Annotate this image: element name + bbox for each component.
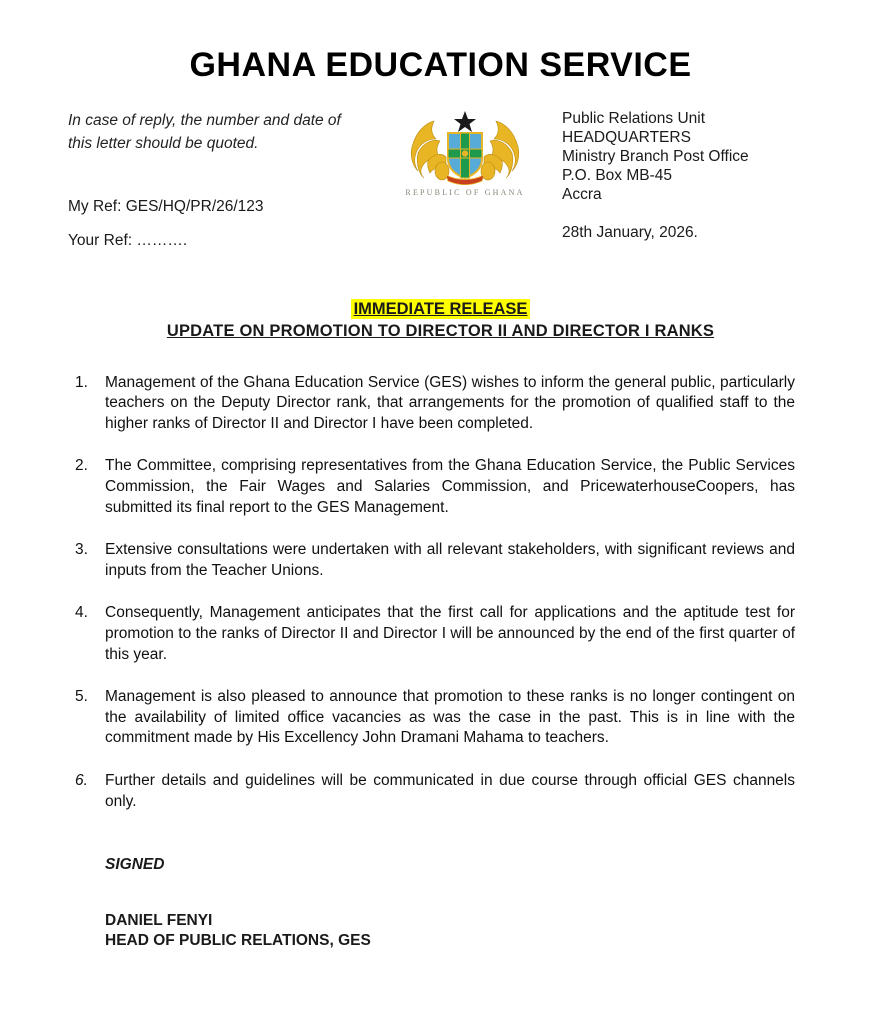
header-left-column bbox=[68, 109, 368, 250]
my-ref: My Ref: GES/HQ/PR/26/123 bbox=[68, 197, 264, 215]
letter-header bbox=[0, 85, 881, 250]
paragraph-text: Consequently, Management anticipates that the first call for applications and the aptitude test for promotion to the ranks of Director II and Director I will be announced by the end of the first quarter of this year. bbox=[105, 604, 795, 663]
letter-headings bbox=[0, 300, 881, 341]
paragraph-text: Extensive consultations were undertaken with all relevant stakeholders, with significant reviews and inputs from the Teacher Unions. bbox=[105, 541, 795, 579]
paragraph-6 bbox=[75, 771, 795, 812]
address-line: Ministry Branch Post Office bbox=[562, 148, 749, 166]
address-line: HEADQUARTERS bbox=[562, 129, 691, 147]
paragraph-number: 3. bbox=[75, 541, 88, 559]
release-highlight: IMMEDIATE RELEASE bbox=[351, 299, 531, 319]
crest-caption: REPUBLIC OF GHANA bbox=[405, 188, 525, 197]
paragraph-number: 5. bbox=[75, 688, 88, 706]
crest-block bbox=[368, 109, 562, 197]
address-line: Public Relations Unit bbox=[562, 110, 706, 127]
paragraph-4 bbox=[75, 603, 795, 665]
letter-body bbox=[75, 373, 795, 813]
page-title: GHANA EDUCATION SERVICE bbox=[189, 46, 692, 84]
paragraph-number: 4. bbox=[75, 604, 88, 622]
paragraph-5 bbox=[75, 687, 795, 749]
reply-note: In case of reply, the number and date of this letter should be quoted. bbox=[68, 112, 341, 153]
subject-heading: UPDATE ON PROMOTION TO DIRECTOR II AND DIRECTOR I RANKS bbox=[166, 321, 715, 340]
address-line: P.O. Box MB-45 bbox=[562, 167, 672, 185]
paragraph-text: Management is also pleased to announce that promotion to these ranks is no longer contingent on the availability of limited office vacancies as was the case in the past. This is in line with the commitment made by His Excellency John Dramani Mahama to teachers. bbox=[105, 688, 795, 747]
your-ref: Your Ref: ………. bbox=[68, 231, 188, 249]
header-right-column bbox=[562, 109, 821, 242]
paragraph-number: 2. bbox=[75, 457, 88, 475]
signatory-title: HEAD OF PUBLIC RELATIONS, GES bbox=[105, 932, 371, 950]
signature-block bbox=[105, 856, 795, 950]
ghana-coat-of-arms-icon bbox=[406, 109, 524, 185]
signatory-name: DANIEL FENYI bbox=[105, 912, 213, 930]
paragraph-2 bbox=[75, 456, 795, 518]
signed-label: SIGNED bbox=[105, 856, 165, 874]
paragraph-number: 6. bbox=[75, 772, 88, 790]
paragraph-number: 1. bbox=[75, 373, 88, 391]
paragraph-text: Further details and guidelines will be communicated in due course through official GES channels only. bbox=[105, 772, 795, 810]
address-line: Accra bbox=[562, 186, 602, 204]
paragraph-1 bbox=[75, 373, 795, 435]
paragraph-text: Management of the Ghana Education Service (GES) wishes to inform the general public, particularly teachers on the Deputy Director rank, that arrangements for the promotion of qualified staff to the higher ranks of Director II and Director I have been completed. bbox=[105, 373, 795, 432]
letter-date: 28th January, 2026. bbox=[562, 224, 698, 242]
paragraph-3 bbox=[75, 540, 795, 581]
paragraph-text: The Committee, comprising representatives from the Ghana Education Service, the Public Services Commission, the Fair Wages and Salaries Commission, and PricewaterhouseCoopers, has submitted its final report to the GES Management. bbox=[105, 457, 795, 516]
release-heading bbox=[0, 300, 881, 319]
